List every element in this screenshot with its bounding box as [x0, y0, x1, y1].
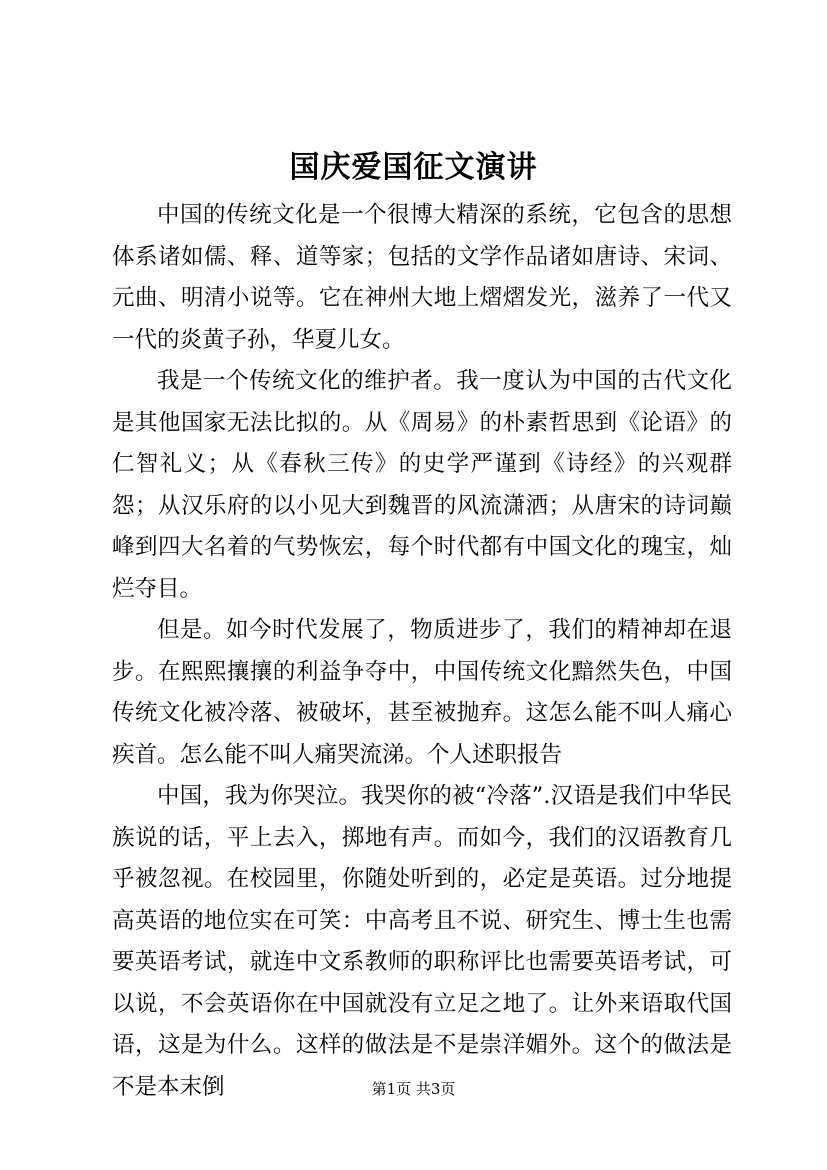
paragraph-1: 中国的传统文化是一个很博大精深的系统，它包含的思想体系诸如儒、释、道等家；包括的文学作品诸如唐诗、宋词、元曲、明清小说等。它在神州大地上熠熠发光，滋养了一代又一代的炎黄子孙，华夏儿女。 [112, 202, 732, 353]
page-number-footer: 第1页 共3页 [371, 1080, 456, 1098]
paragraph-4: 中国，我为你哭泣。我哭你的被“冷落”.汉语是我们中华民族说的话，平上去入，掷地有声。而如今，我们的汉语教育几乎被忽视。在校园里，你随处听到的，必定是英语。过分地提高英语的地位实在可笑：中高考且不说、研究生、博士生也需要英语考试，就连中文系教师的职称评比也需要英语考试，可以说，不会英语你在中国就没有立足之地了。让外来语取代国语，这是为什么。这样的做法是不是崇洋媚外。这个的做法是不是本末倒 [112, 783, 732, 1100]
document-body [112, 195, 732, 1108]
paragraph-2: 我是一个传统文化的维护者。我一度认为中国的古代文化是其他国家无法比拟的。从《周易》的朴素哲思到《论语》的仁智礼义；从《春秋三传》的史学严谨到《诗经》的兴观群怨；从汉乐府的以小见大到魏晋的风流潇洒；从唐宋的诗词巅峰到四大名着的气势恢宏，每个时代都有中国文化的瑰宝，灿烂夺目。 [112, 368, 732, 602]
paragraph-3: 但是。如今时代发展了，物质进步了，我们的精神却在退步。在熙熙攘攘的利益争夺中，中国传统文化黯然失色，中国传统文化被冷落、被破坏，甚至被抛弃。这怎么能不叫人痛心疾首。怎么能不叫人痛哭流涕。个人述职报告 [112, 617, 732, 768]
document-title: 国庆爱国征文演讲 [289, 150, 538, 185]
